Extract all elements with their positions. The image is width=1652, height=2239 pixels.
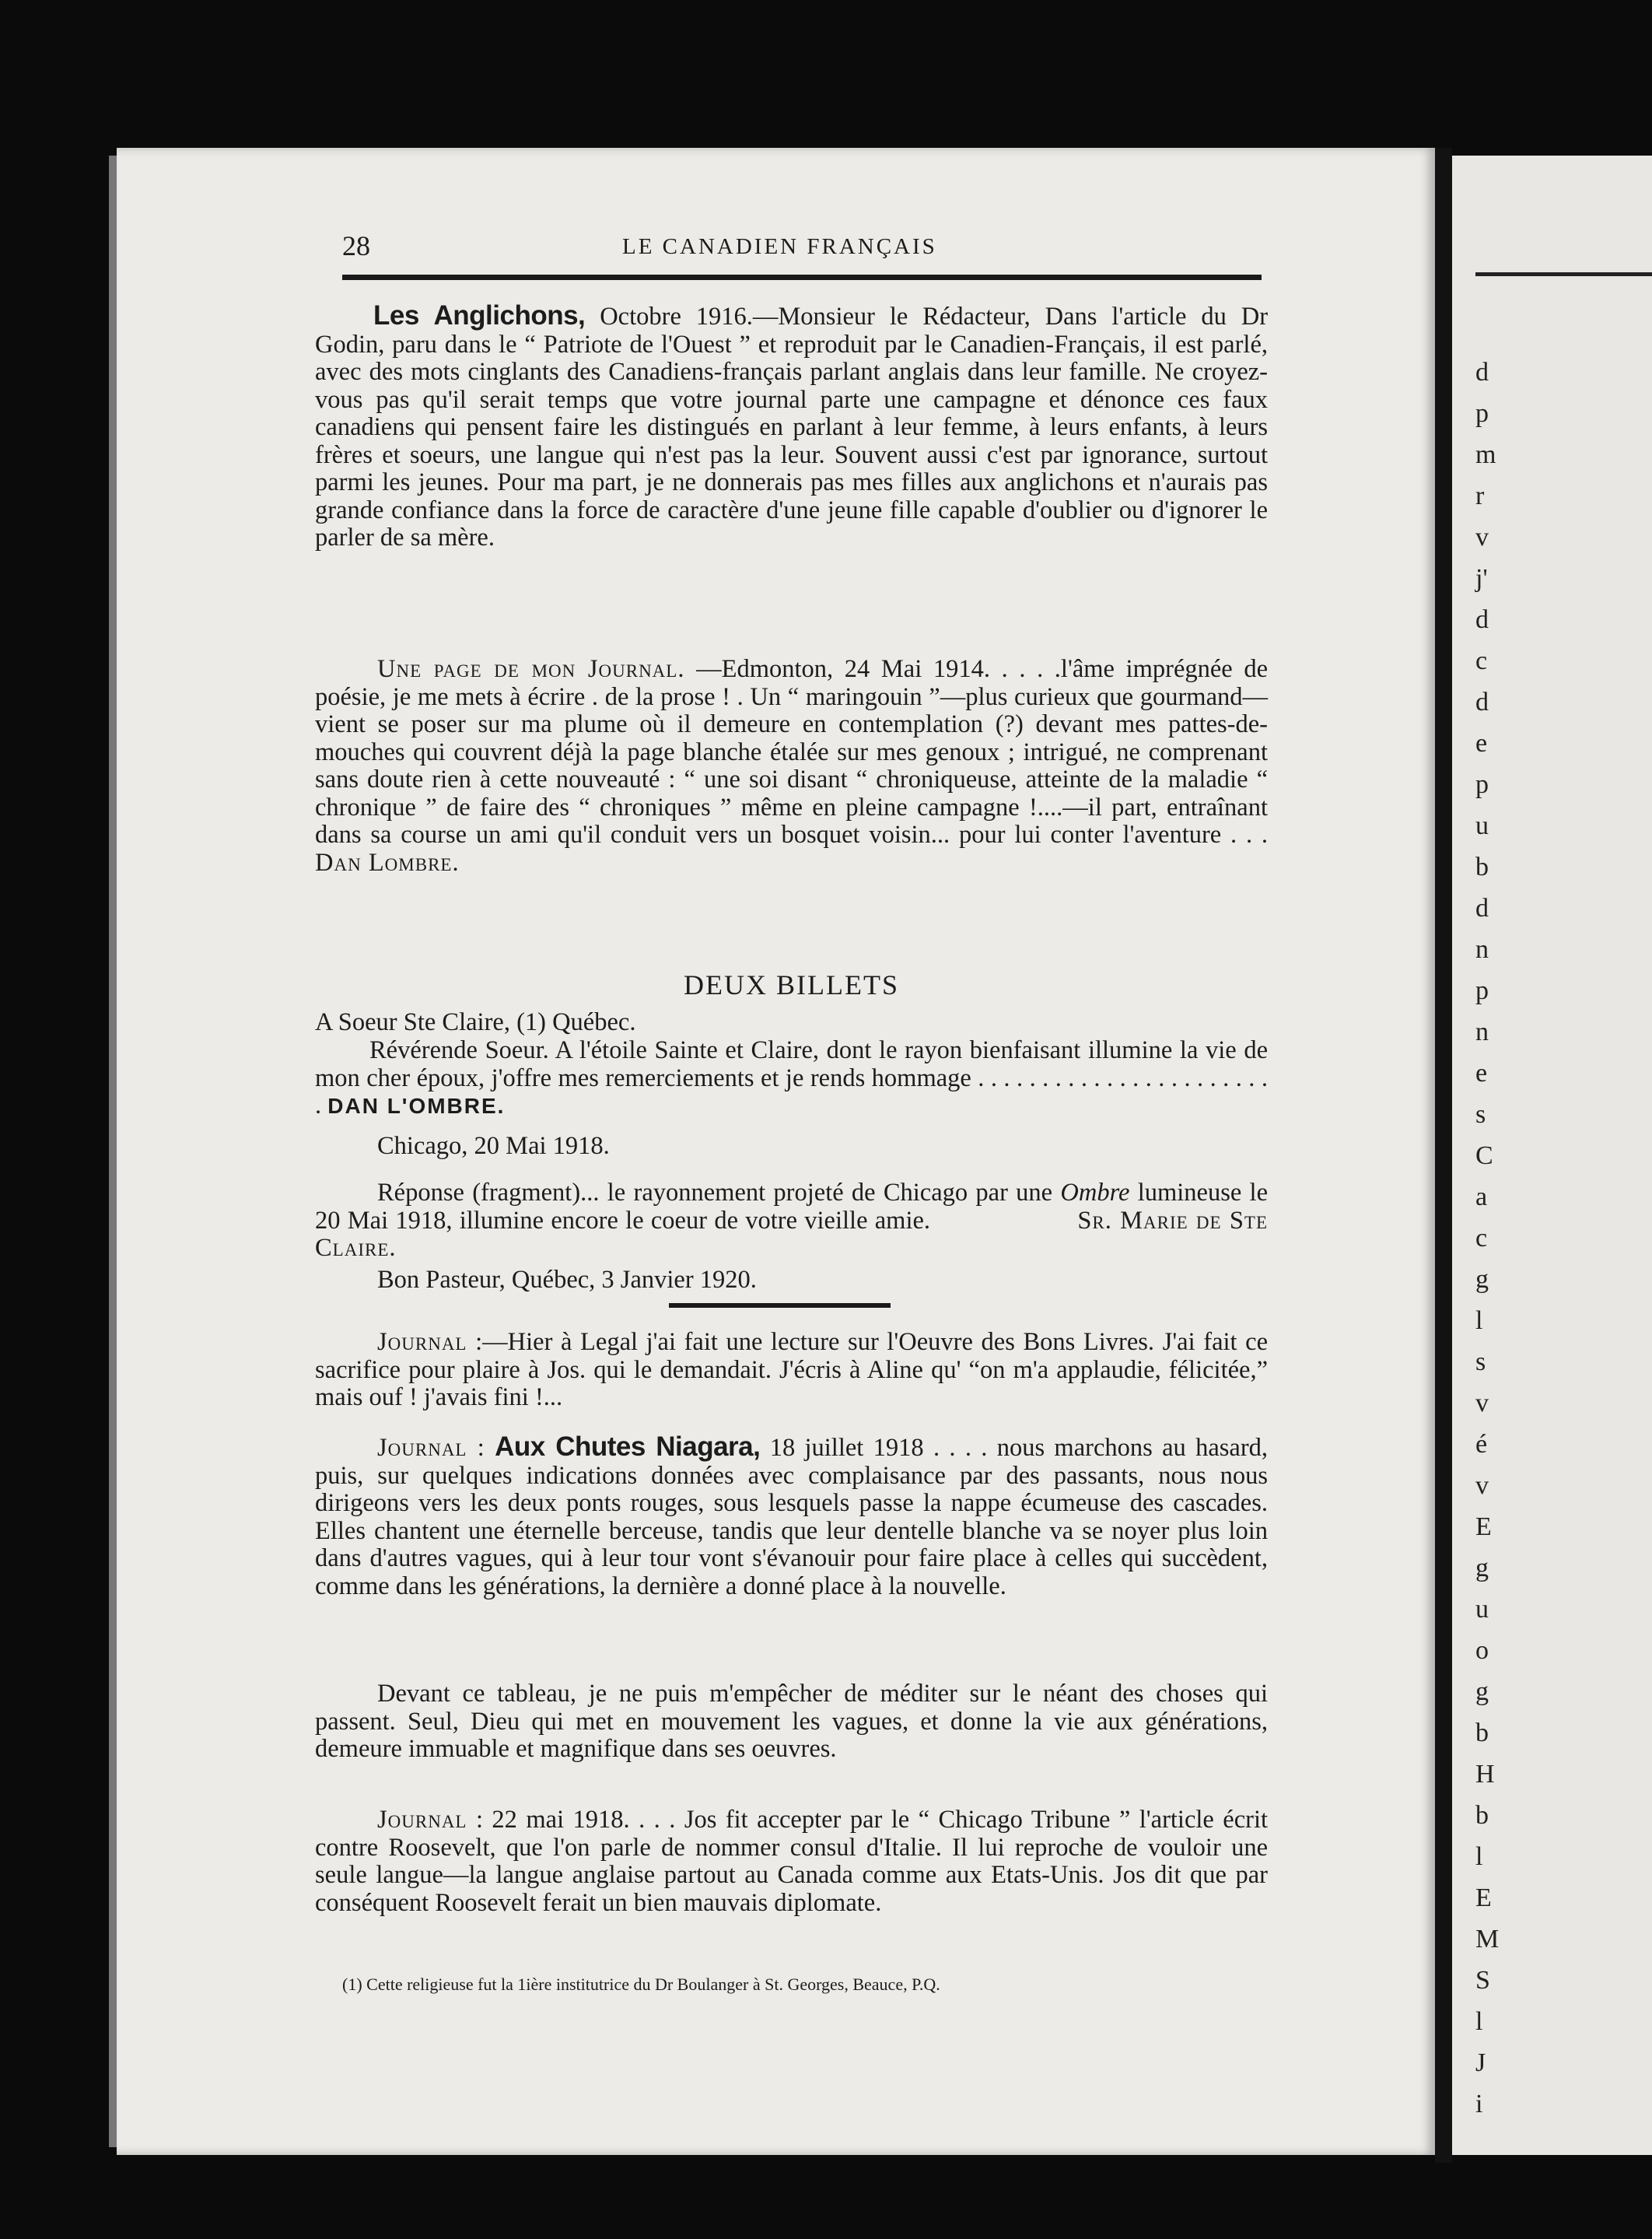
article-body: Octobre 1916.—Monsieur le Rédacteur, Dans l'article du Dr Godin, paru dans le “ Patriote de l'Ouest ” et reproduit par le Canadien-Français, il est parlé, avec des mots cinglants des Canadiens-français parlant anglais dans leur famille. Ne croyez-vous pas qu'il serait temps que votre journal parte une campagne et dénonce ces faux canadiens qui pensent faire les distingués en parlant à leur femme, à leurs enfants, à leurs frères et soeurs, une langue qui n'est pas la leur. Souvent aussi c'est par ignorance, surtout parmi les jeunes. Pour ma part, je ne donnerais pas mes filles aux anglichons et n'aurais pas grande confiance dans la force de caractère d'une jeune fille capable d'oublier ou d'ignorer le parler de sa mère. <box>315 303 1269 552</box>
facing-page-fragment: i <box>1475 2090 1483 2118</box>
running-title: LE CANADIEN FRANÇAIS <box>622 234 937 259</box>
facing-page-fragment: b <box>1475 1719 1489 1747</box>
reply-text-rest: lumineuse le 20 Mai 1918, illumine encore le coeur de votre vieille amie. <box>315 1179 1269 1235</box>
facing-page-fragment: o <box>1475 1636 1489 1665</box>
letter-body <box>315 1037 1268 1120</box>
facing-page-fragment: E <box>1475 1883 1492 1912</box>
footnote: (1) Cette religieuse fut la 1ière institutrice du Dr Boulanger à St. Georges, Beauce, P.Q. <box>342 1974 940 1994</box>
facing-page-fragment: d <box>1475 358 1489 387</box>
facing-page-fragment: d <box>1475 605 1489 634</box>
facing-page-fragment: S <box>1475 1966 1490 1995</box>
article-journal-niagara-2: Devant ce tableau, je ne puis m'empêcher de méditer sur le néant des choses qui passent. Seul, Dieu qui met en mouvement les vagues, et donne la vie aux générations, demeure immuable et magnifique dans ses oeuvres. <box>315 1680 1268 1763</box>
article-anglichons <box>315 302 1268 552</box>
facing-page-fragment: v <box>1475 1389 1489 1417</box>
facing-page-fragment: m <box>1475 440 1496 469</box>
facing-page-fragment: a <box>1475 1183 1488 1211</box>
facing-page-fragment: s <box>1475 1347 1486 1376</box>
article-label: Journal <box>377 1328 467 1356</box>
facing-page-fragment: u <box>1475 811 1489 840</box>
facing-page-fragment: v <box>1475 523 1489 552</box>
facing-page-fragment: p <box>1475 399 1489 428</box>
facing-page-fragment: c <box>1475 646 1488 675</box>
letter-address: A Soeur Ste Claire, (1) Québec. <box>315 1008 636 1036</box>
article-label: Journal <box>377 1806 467 1834</box>
facing-page-fragment: E <box>1475 1512 1492 1541</box>
article-journal-niagara <box>315 1433 1268 1600</box>
facing-page-fragment: c <box>1475 1224 1488 1253</box>
facing-page-fragment: j' <box>1475 564 1488 593</box>
facing-page-fragment: M <box>1475 1925 1500 1953</box>
facing-page-fragment: e <box>1475 1059 1488 1088</box>
article-body: —Edmonton, 24 Mai 1914. . . . .l'âme imprégnée de poésie, je me mets à écrire . de la prose ! . Un “ maringouin ”—plus curieux que gourmand—vient se poser sur ma plume où il demeure en contemplation (?) devant mes pattes-de-mouches qui couvrent déjà la page blanche étalée sur mes genoux ; intrigué, ne comprenant sans doute rien à cette nouveauté : “ une soi disant “ chroniqueuse, atteinte de la maladie “ chronique ” de faire des “ chroniques ” même en pleine campagne !....—il part, entraînant dans sa course un ami qu'il conduit vers un bosquet voisin... pour lui conter l'aventure . . . <box>315 655 1269 849</box>
facing-page-fragment: d <box>1475 688 1489 717</box>
reply-place: Bon Pasteur, Québec, 3 Janvier 1920. <box>377 1266 757 1294</box>
facing-page-fragment: e <box>1475 729 1488 758</box>
facing-page-fragment: é <box>1475 1430 1488 1459</box>
article-body: : 22 mai 1918. . . . Jos fit accepter par le “ Chicago Tribune ” l'article écrit contre Roosevelt, que l'on parle de nommer consul d'Italie. Il lui reproche de vouloir une seule langue—la langue anglaise partout au Canada comme aux Etats-Unis. Jos dit que par conséquent Roosevelt ferait un bien mauvais diplomate. <box>315 1806 1269 1917</box>
page-header <box>342 230 1260 268</box>
facing-page-fragment: b <box>1475 1801 1489 1830</box>
article-signature: Dan Lombre. <box>315 848 460 877</box>
facing-page-fragment: H <box>1475 1760 1495 1789</box>
facing-page-fragment: p <box>1475 976 1489 1005</box>
facing-page-fragment: b <box>1475 853 1489 881</box>
reply-italic: Ombre <box>1060 1179 1130 1207</box>
facing-page-fragment: C <box>1475 1141 1493 1170</box>
section-rule <box>669 1303 891 1308</box>
facing-page-fragment: u <box>1475 1595 1489 1624</box>
header-rule <box>342 275 1262 280</box>
facing-page-fragment: n <box>1475 1018 1489 1046</box>
article-label: Journal : <box>377 1434 485 1462</box>
facing-page-fragment: g <box>1475 1677 1489 1706</box>
facing-page-edge <box>1452 156 1652 2155</box>
section-title: DEUX BILLETS <box>684 969 899 1000</box>
facing-page-fragment: r <box>1475 482 1485 510</box>
article-page-journal <box>315 656 1268 877</box>
article-journal-legal <box>315 1329 1268 1412</box>
facing-page-rule <box>1475 272 1652 276</box>
facing-page-fragment: l <box>1475 2007 1483 2036</box>
letter-place: Chicago, 20 Mai 1918. <box>377 1132 610 1160</box>
facing-page-fragment: p <box>1475 770 1489 799</box>
article-journal-roosevelt <box>315 1806 1268 1917</box>
article-title: Les Anglichons, <box>373 300 586 331</box>
facing-page-fragment: J <box>1475 2048 1486 2077</box>
facing-page-fragment: l <box>1475 1842 1483 1871</box>
reply-body <box>315 1179 1268 1263</box>
letter-signature: DAN L'OMBRE. <box>327 1094 506 1118</box>
facing-page-fragment: l <box>1475 1306 1483 1335</box>
page-number: 28 <box>342 230 370 261</box>
book-gutter <box>1435 148 1452 2163</box>
facing-page-fragment: n <box>1475 935 1489 964</box>
facing-page-fragment: s <box>1475 1100 1486 1129</box>
article-title: Une page de mon Journal. <box>377 655 685 683</box>
article-body: 18 juillet 1918 . . . . nous marchons au hasard, puis, sur quelques indications données avec complaisance par des passants, nous nous dirigeons vers les deux ponts rouges, sous lesquels passe la nappe écumeuse des cascades. Elles chantent une éternelle berceuse, tandis que leur dentelle blanche va se noyer plus loin dans d'autres vagues, qui à leur tour vont s'évanouir pour faire place à celles qui succèdent, comme dans les générations, la dernière a donné place à la nouvelle. <box>315 1434 1269 1600</box>
facing-page-fragment: v <box>1475 1471 1489 1500</box>
article-body: :—Hier à Legal j'ai fait une lecture sur l'Oeuvre des Bons Livres. J'ai fait ce sacrifice pour plaire à Jos. qui le demandait. J'écris à Aline qu' “on m'a applaudie, félicitée,” mais ouf ! j'avais fini !... <box>315 1328 1269 1411</box>
letter-text: Révérende Soeur. A l'étoile Sainte et Claire, dont le rayon bienfaisant illumine la vie de mon cher époux, j'offre mes remerciements et je rends hommage . . . . . . . . . . . . . . . . . . . . . . . . <box>315 1036 1268 1120</box>
facing-page-fragment: d <box>1475 894 1489 923</box>
facing-page-fragment: g <box>1475 1554 1489 1582</box>
facing-page-fragment: g <box>1475 1265 1489 1294</box>
article-title: Aux Chutes Niagara, <box>495 1431 761 1462</box>
reply-signature: Sr. Marie de Ste Claire. <box>315 1206 1269 1262</box>
reply-text: Réponse (fragment)... le rayonnement projeté de Chicago par une <box>377 1179 1053 1207</box>
